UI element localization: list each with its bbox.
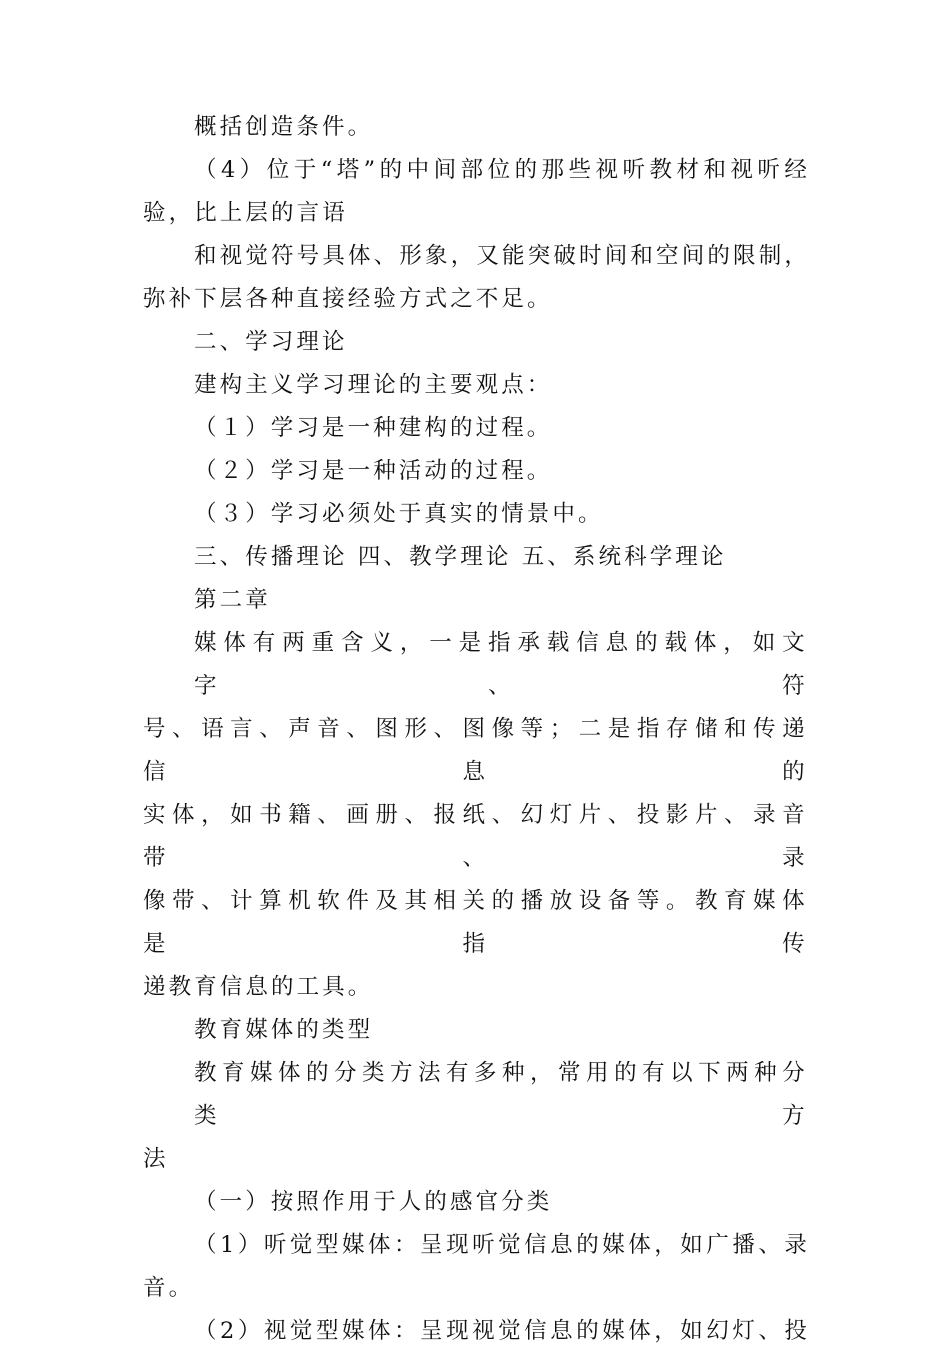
- paragraph-line: 法: [143, 1146, 169, 1172]
- section-heading: 教育媒体的类型: [194, 1017, 374, 1043]
- chapter-heading: 第二章: [194, 587, 271, 613]
- list-item: （１）学习是一种建构的过程。: [194, 415, 553, 441]
- paragraph-line: 概括创造条件。: [194, 114, 374, 140]
- paragraph-line: 音。: [143, 1275, 195, 1301]
- list-item: （1）听觉型媒体：呈现听觉信息的媒体，如广播、录: [194, 1232, 810, 1258]
- paragraph-line: 媒体有两重含义，一是指承载信息的载体，如文字、符: [194, 630, 810, 699]
- list-item: （2）视觉型媒体：呈现视觉信息的媒体，如幻灯、投: [194, 1318, 810, 1344]
- paragraph-line: 和视觉符号具体、形象，又能突破时间和空间的限制，: [194, 243, 810, 269]
- document-body: [143, 106, 810, 1353]
- paragraph-line: 号、语言、声音、图形、图像等；二是指存储和传递信息的: [143, 716, 810, 785]
- paragraph-line: 建构主义学习理论的主要观点：: [194, 372, 553, 398]
- paragraph-line: （4）位于“塔”的中间部位的那些视听教材和视听经: [194, 157, 810, 183]
- list-item: （２）学习是一种活动的过程。: [194, 458, 553, 484]
- subsection-heading: （一）按照作用于人的感官分类: [194, 1189, 553, 1215]
- list-item: （３）学习必须处于真实的情景中。: [194, 501, 604, 527]
- section-heading: 二、学习理论: [194, 329, 348, 355]
- section-heading: 三、传播理论 四、教学理论 五、系统科学理论: [194, 544, 727, 570]
- paragraph-line: 像带、计算机软件及其相关的播放设备等。教育媒体是指传: [143, 888, 810, 957]
- paragraph-line: 实体，如书籍、画册、报纸、幻灯片、投影片、录音带、录: [143, 802, 810, 871]
- paragraph-line: 教育媒体的分类方法有多种，常用的有以下两种分类方: [194, 1060, 810, 1129]
- paragraph-line: 弥补下层各种直接经验方式之不足。: [143, 286, 553, 312]
- paragraph-line: 递教育信息的工具。: [143, 974, 374, 1000]
- paragraph-line: 验，比上层的言语: [143, 200, 348, 226]
